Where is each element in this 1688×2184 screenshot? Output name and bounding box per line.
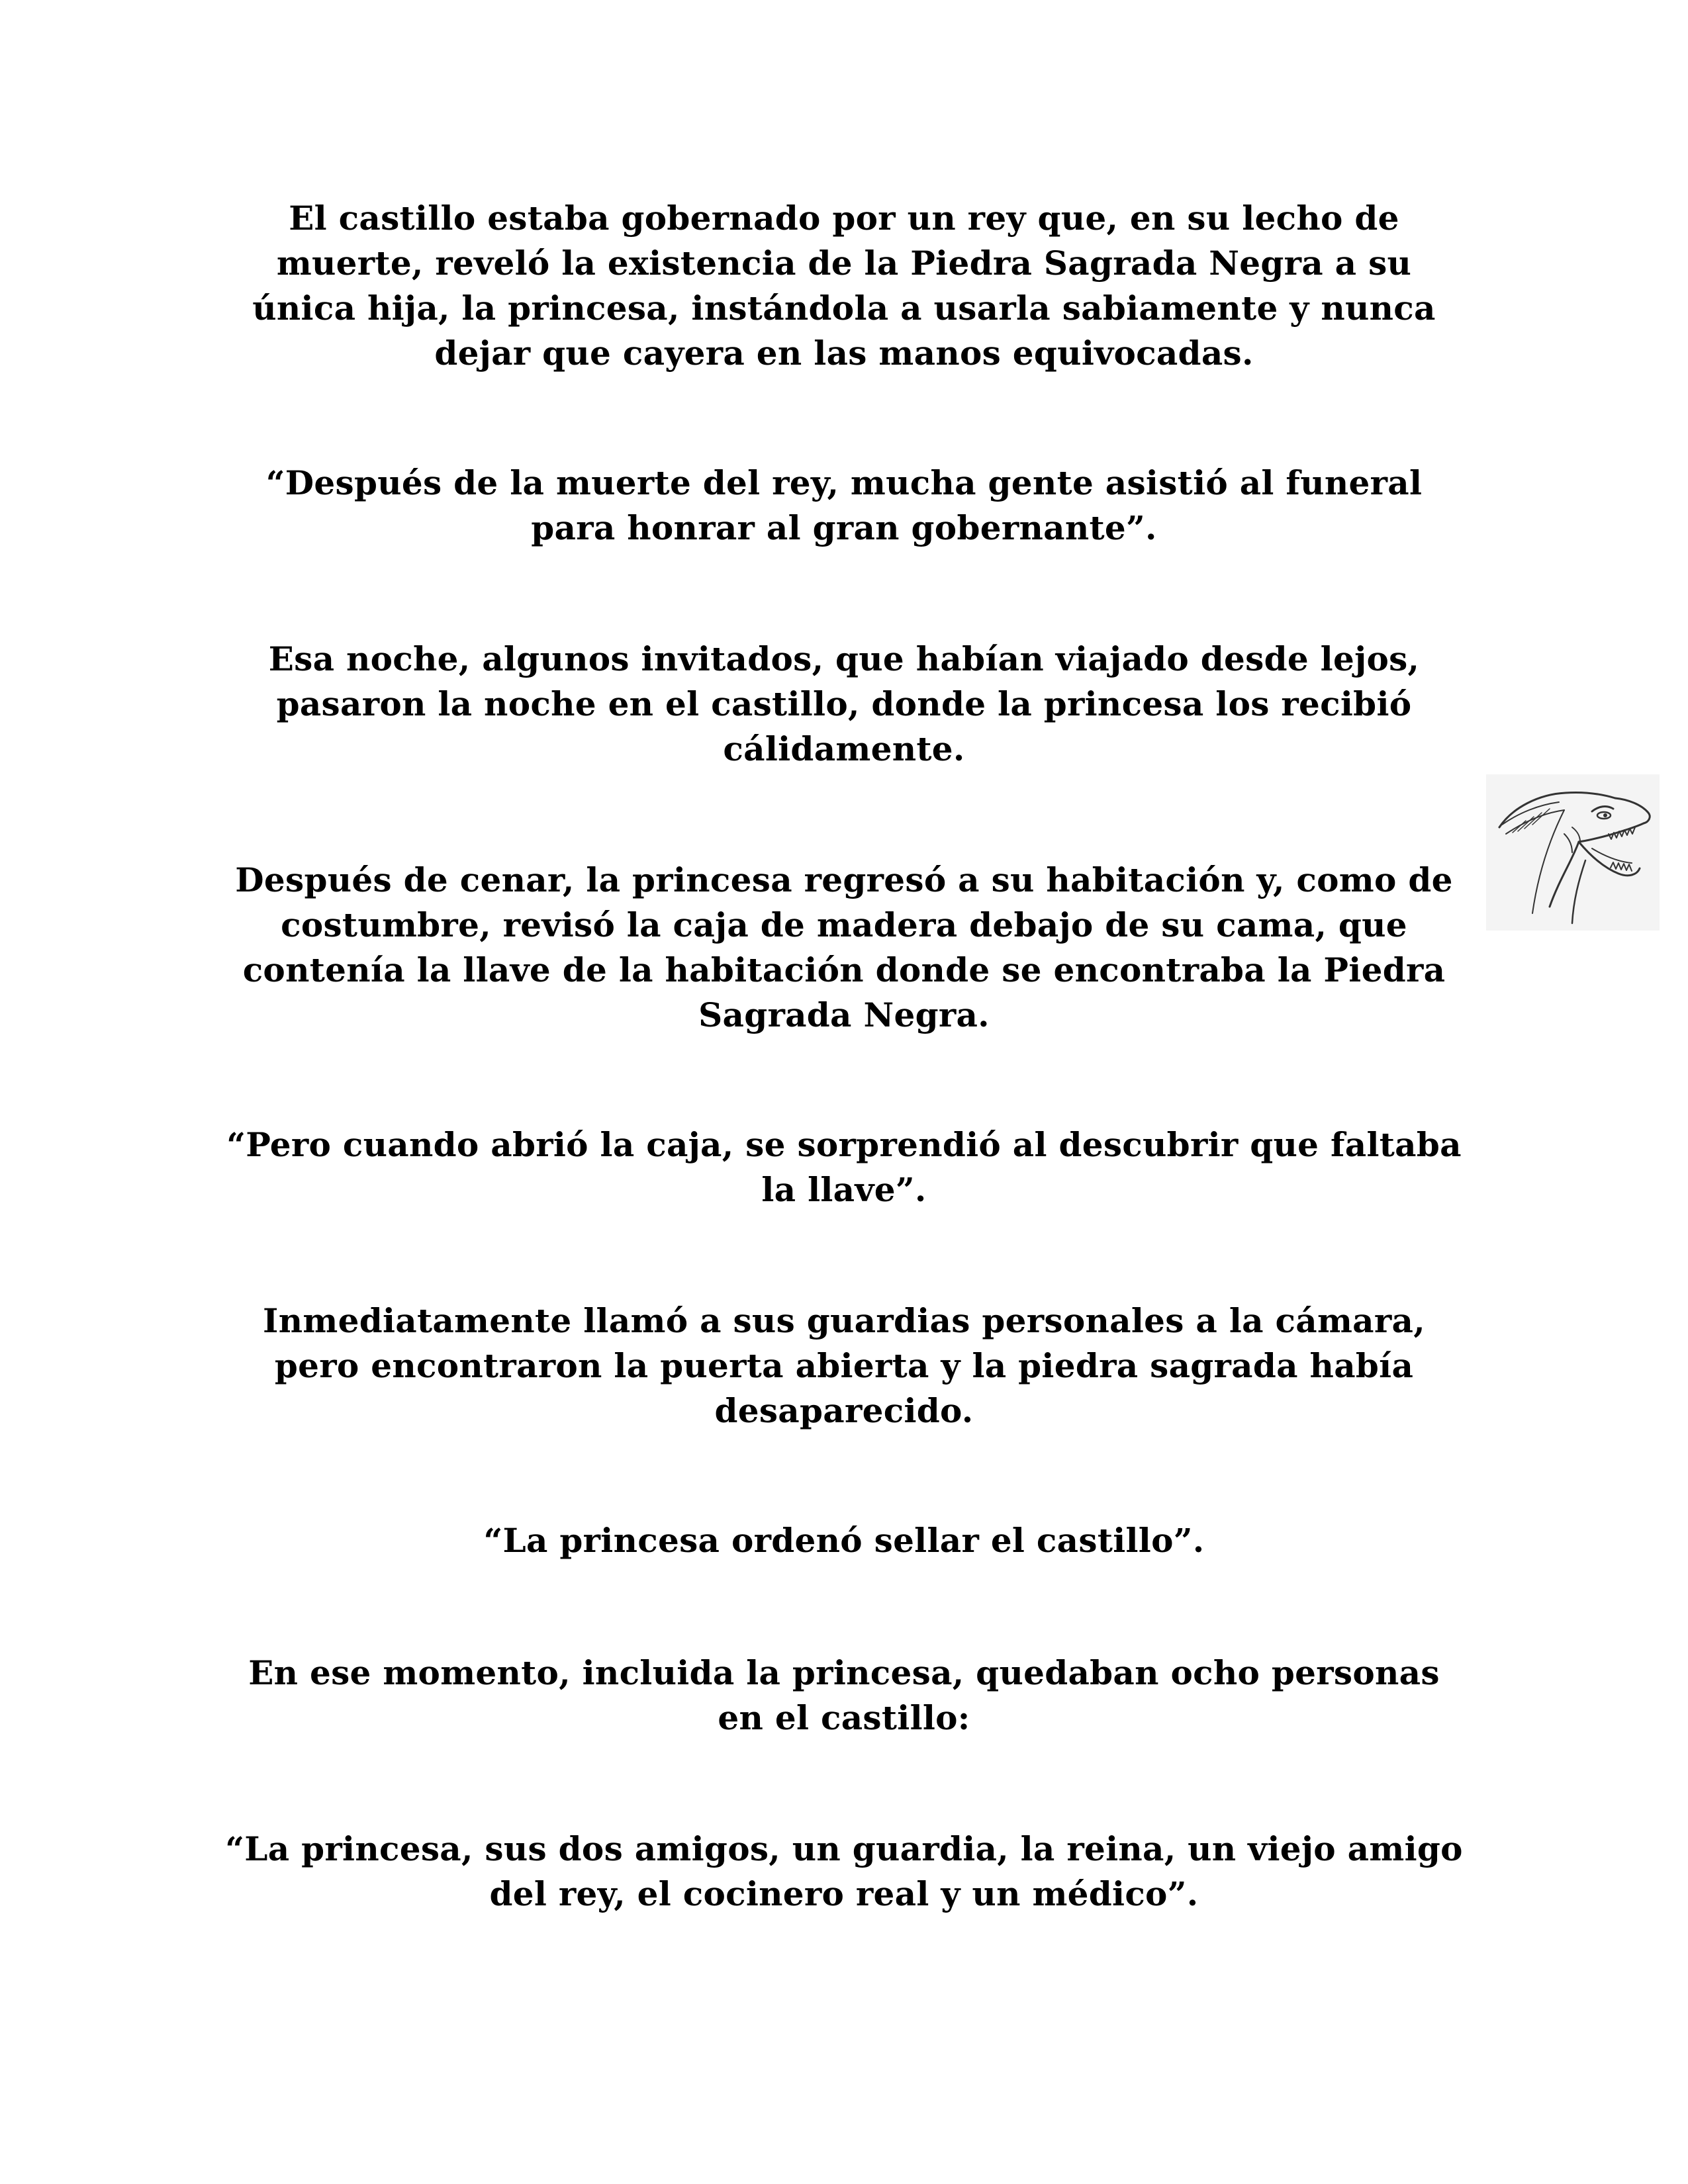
paragraph-7: “La princesa ordenó sellar el castillo”. [483, 1521, 1205, 1560]
paragraph-8: En ese momento, incluida la princesa, quedaban ocho personas en el castillo: [248, 1653, 1440, 1737]
paragraph-3: Esa noche, algunos invitados, que habían viajado desde lejos, pasaron la noche en el castillo, donde la princesa los recibió cálidamente. [268, 639, 1420, 768]
paragraph-2: “Después de la muerte del rey, mucha gente asistió al funeral para honrar al gran gobernante”. [265, 463, 1423, 547]
paragraph-5: “Pero cuando abrió la caja, se sorprendió al descubrir que faltaba la llave”. [226, 1125, 1462, 1209]
dinosaur-head-sketch-icon [1486, 774, 1660, 931]
paragraph-4: Después de cenar, la princesa regresó a su habitación y, como de costumbre, revisó la caja de madera debajo de su cama, que contenía la llave de la habitación donde se encontraba la Piedra Sagrada Negra. [235, 860, 1453, 1034]
paragraph-1: El castillo estaba gobernado por un rey que, en su lecho de muerte, reveló la existencia de la Piedra Sagrada Negra a su única hija, la princesa, instándola a usarla sabiamente y nunca dejar que cayera en las manos equivocadas. [252, 199, 1436, 373]
paragraph-9: “La princesa, sus dos amigos, un guardia, la reina, un viejo amigo del rey, el cocinero real y un médico”. [225, 1829, 1463, 1913]
paragraph-6: Inmediatamente llamó a sus guardias personales a la cámara, pero encontraron la puerta abierta y la piedra sagrada había desaparecido. [263, 1301, 1425, 1430]
